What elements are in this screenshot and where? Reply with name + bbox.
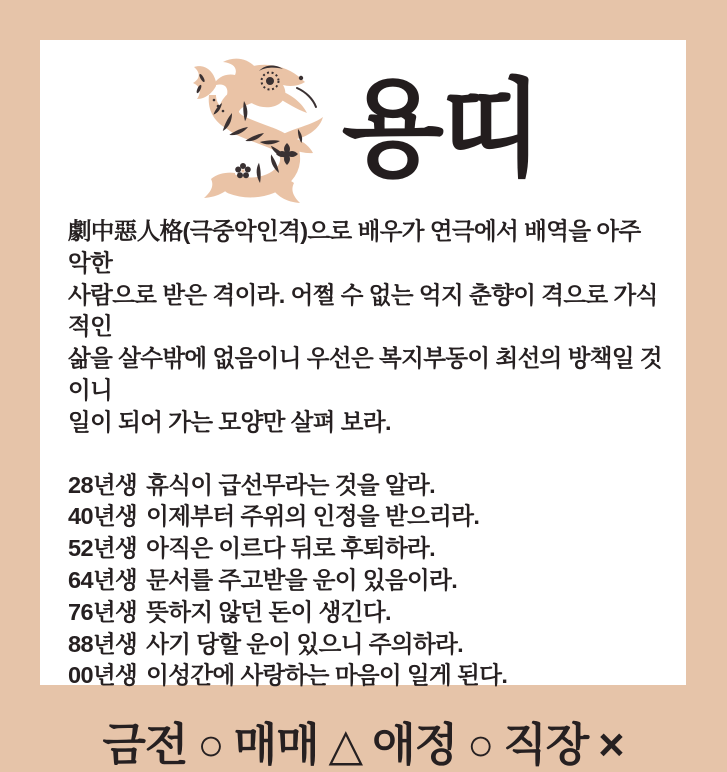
year-fortune-row — [68, 470, 666, 502]
summary-label-love: 애정 — [372, 719, 458, 771]
year-fortune-row — [68, 660, 666, 692]
fortune-text: 휴식이 급선무라는 것을 알라. — [146, 471, 436, 498]
intro-line: 삶을 살수밖에 없음이니 우선은 복지부동이 최선의 방책일 것이니 — [68, 345, 663, 403]
year-fortune-row — [68, 533, 666, 565]
fortune-text: 이성간에 사랑하는 마음이 일게 된다. — [146, 662, 508, 689]
year-fortune-row — [68, 629, 666, 661]
birth-year: 00년생 — [68, 662, 138, 689]
birth-year: 76년생 — [68, 598, 138, 625]
birth-year: 88년생 — [68, 630, 138, 657]
summary-line — [40, 718, 686, 772]
zodiac-title: 용띠 — [341, 71, 541, 189]
fortune-text: 아직은 이르다 뒤로 후퇴하라. — [146, 535, 436, 562]
summary-label-money: 금전 — [102, 719, 188, 771]
summary-label-work: 직장 — [503, 719, 589, 771]
birth-year: 40년생 — [68, 503, 138, 530]
year-fortune-list — [68, 470, 666, 693]
intro-paragraph — [68, 216, 666, 439]
summary-symbol-circle: ○ — [467, 719, 494, 771]
fortune-card — [40, 40, 686, 771]
year-fortune-row — [68, 565, 666, 597]
fortune-text: 이제부터 주위의 인정을 받으리라. — [146, 503, 480, 530]
dragon-icon — [186, 55, 336, 205]
birth-year: 28년생 — [68, 471, 138, 498]
summary-symbol-circle: ○ — [197, 719, 224, 771]
fortune-text: 뜻하지 않던 돈이 생긴다. — [146, 598, 391, 625]
fortune-text: 사기 당할 운이 있으니 주의하라. — [146, 630, 464, 657]
birth-year: 64년생 — [68, 566, 138, 593]
birth-year: 52년생 — [68, 535, 138, 562]
year-fortune-row — [68, 597, 666, 629]
year-fortune-row — [68, 501, 666, 533]
intro-line: 劇中惡人格(극중악인격)으로 배우가 연극에서 배역을 아주 악한 — [68, 218, 641, 276]
fortune-text: 문서를 주고받을 운이 있음이라. — [146, 566, 458, 593]
summary-label-trade: 매매 — [233, 719, 319, 771]
summary-symbol-x: × — [598, 719, 624, 771]
card-header — [40, 54, 686, 206]
intro-line: 일이 되어 가는 모양만 살펴 보라. — [68, 408, 391, 435]
summary-symbol-triangle: △ — [328, 719, 363, 771]
intro-line: 사람으로 받은 격이라. 어쩔 수 없는 억지 춘향이 격으로 가식적인 — [68, 281, 658, 340]
